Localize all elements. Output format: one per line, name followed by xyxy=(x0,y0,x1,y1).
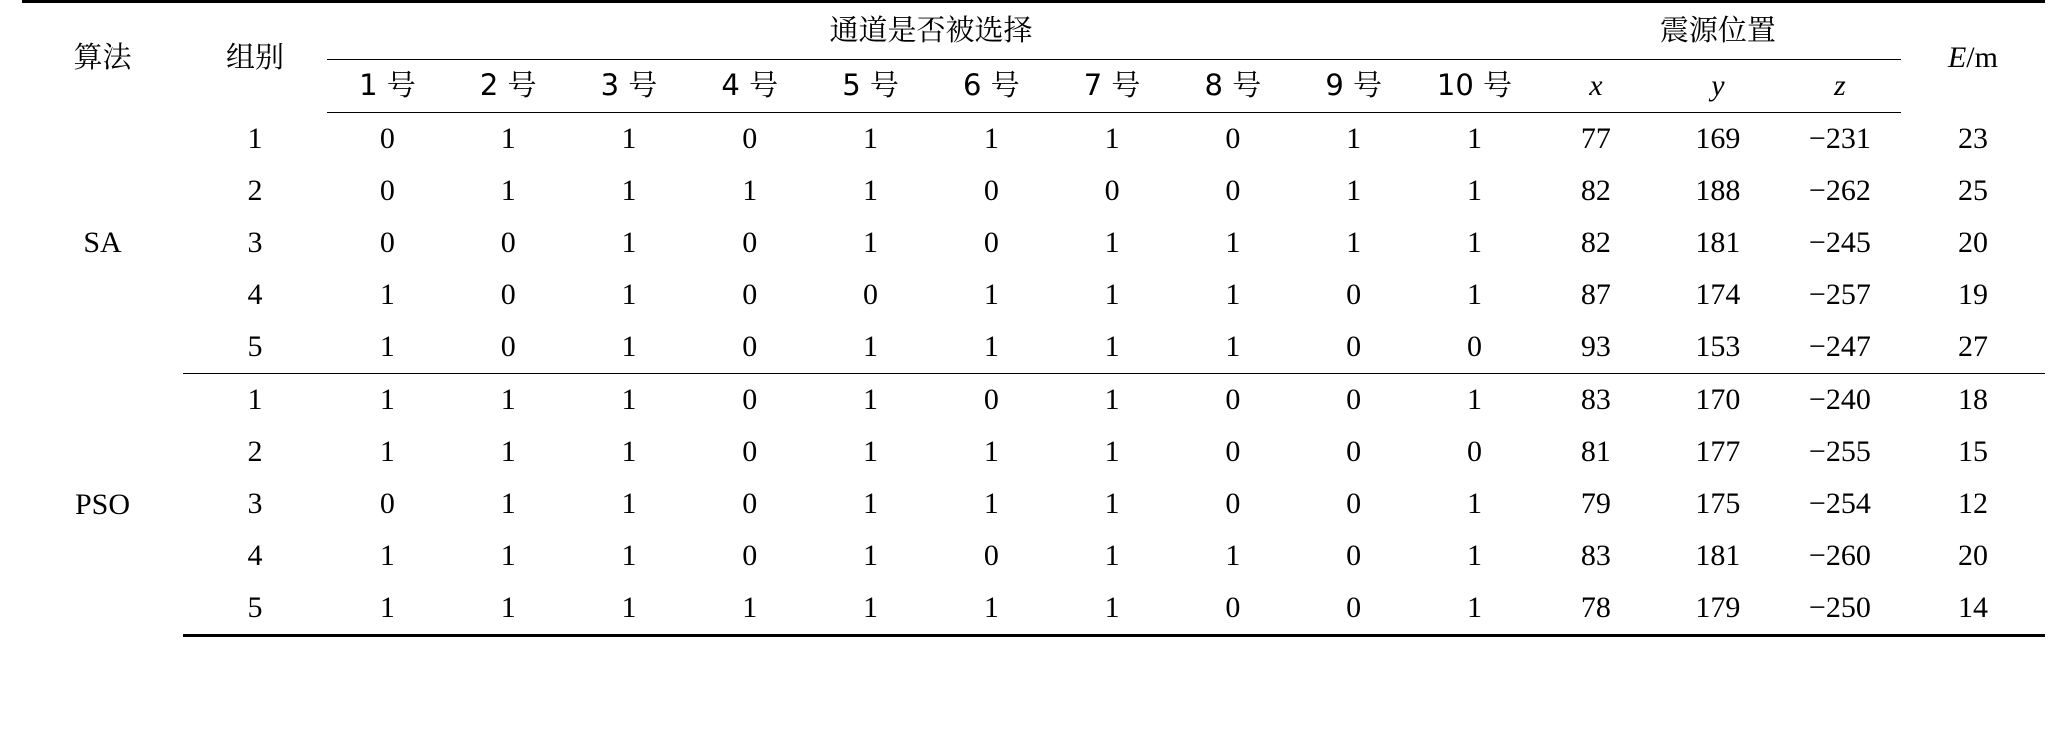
channel-value: 1 xyxy=(621,122,637,155)
channel-value: 1 xyxy=(1052,582,1173,636)
channel-value: 1 xyxy=(689,582,810,636)
channel-value: 1 xyxy=(810,582,931,636)
coord-y-value: 179 xyxy=(1657,582,1779,636)
channel-value: 1 xyxy=(863,435,879,468)
energy-value: 23 xyxy=(1957,121,1988,155)
energy-value: 20 xyxy=(1957,539,1988,572)
coord-z-value: −247 xyxy=(1779,321,1901,374)
coord-y-value: 177 xyxy=(1695,435,1741,468)
channel-value: 0 xyxy=(448,321,569,374)
channel-value: 1 xyxy=(569,582,690,636)
coord-z-value: −250 xyxy=(1779,582,1901,636)
channel-value: 1 xyxy=(863,226,879,259)
channel-value: 1 xyxy=(1346,226,1362,259)
group-value: 5 xyxy=(183,321,327,374)
channel-value: 1 xyxy=(810,321,931,374)
algorithm-label-sa: SA xyxy=(83,226,122,259)
channel-value: 0 xyxy=(1346,487,1362,520)
channel-value: 0 xyxy=(1225,487,1241,520)
channel-value: 1 xyxy=(621,383,637,416)
results-table xyxy=(22,0,2045,637)
channel-value: 0 xyxy=(742,435,758,468)
channel-value: 1 xyxy=(1466,122,1482,155)
energy-value: 14 xyxy=(1901,582,2045,636)
channel-value: 0 xyxy=(1293,321,1414,374)
table-row xyxy=(22,113,2045,166)
channel-value: 0 xyxy=(500,278,516,311)
header-channel-10: 10 号 xyxy=(1414,60,1535,113)
coord-z-value: −231 xyxy=(1808,122,1871,155)
channel-value: 1 xyxy=(863,174,879,207)
coord-z-value: −240 xyxy=(1808,383,1871,416)
table-row xyxy=(22,217,2045,269)
coord-z-value: −257 xyxy=(1808,278,1871,311)
table-row xyxy=(22,269,2045,321)
channel-value: 0 xyxy=(742,383,758,416)
header-channel-1: 1 号 xyxy=(327,60,448,113)
channel-value: 0 xyxy=(742,226,758,259)
energy-value: 20 xyxy=(1957,226,1988,259)
coord-y-value: 188 xyxy=(1695,174,1741,207)
group-value: 1 xyxy=(247,121,263,155)
channel-value: 1 xyxy=(1172,321,1293,374)
energy-value: 18 xyxy=(1957,383,1988,416)
header-channel-6: 6 号 xyxy=(931,60,1052,113)
channel-value: 1 xyxy=(1225,278,1241,311)
group-value: 4 xyxy=(247,278,263,311)
header-channel-2: 2 号 xyxy=(448,60,569,113)
channel-value: 0 xyxy=(742,278,758,311)
channel-value: 0 xyxy=(1466,435,1482,468)
channel-value: 1 xyxy=(379,539,395,572)
energy-value: 19 xyxy=(1957,278,1988,311)
coord-y-value: 170 xyxy=(1695,383,1741,416)
channel-value: 0 xyxy=(863,278,879,311)
channel-value: 1 xyxy=(863,539,879,572)
group-value: 3 xyxy=(247,226,263,259)
channel-value: 0 xyxy=(689,321,810,374)
channel-value: 0 xyxy=(983,174,999,207)
channel-value: 1 xyxy=(500,383,516,416)
channel-value: 1 xyxy=(1414,582,1535,636)
coord-z-value: −255 xyxy=(1808,435,1871,468)
channel-value: 0 xyxy=(1346,539,1362,572)
header-coord-y: y xyxy=(1657,60,1779,113)
header-group: 组别 xyxy=(183,2,327,113)
channel-value: 1 xyxy=(1466,539,1482,572)
channel-value: 0 xyxy=(983,226,999,259)
table-body xyxy=(22,113,2045,636)
channel-value: 1 xyxy=(863,487,879,520)
channel-value: 0 xyxy=(1225,122,1241,155)
header-channel-9: 9 号 xyxy=(1293,60,1414,113)
channel-value: 0 xyxy=(742,539,758,572)
channel-value: 1 xyxy=(983,487,999,520)
channel-value: 1 xyxy=(500,122,516,155)
coord-x-value: 81 xyxy=(1580,435,1611,468)
channel-value: 0 xyxy=(379,122,395,155)
coord-x-value: 82 xyxy=(1580,226,1611,259)
channel-value: 1 xyxy=(1052,321,1173,374)
coord-x-value: 83 xyxy=(1580,539,1611,572)
channel-value: 0 xyxy=(983,383,999,416)
channel-value: 1 xyxy=(1104,435,1120,468)
coord-y-value: 174 xyxy=(1695,278,1741,311)
group-value: 2 xyxy=(247,435,263,468)
channel-value: 1 xyxy=(742,174,758,207)
header-channel-3: 3 号 xyxy=(569,60,690,113)
table-row xyxy=(22,321,2045,374)
channel-value: 1 xyxy=(500,174,516,207)
channel-value: 1 xyxy=(1104,383,1120,416)
coord-z-value: −254 xyxy=(1808,487,1871,520)
coord-z-value: −262 xyxy=(1808,174,1871,207)
channel-value: 1 xyxy=(379,278,395,311)
channel-value: 1 xyxy=(983,435,999,468)
table-row xyxy=(22,478,2045,530)
coord-x-value: 79 xyxy=(1580,487,1611,520)
channel-value: 1 xyxy=(983,278,999,311)
header-channel-5: 5 号 xyxy=(810,60,931,113)
table-row xyxy=(22,582,2045,636)
channel-value: 1 xyxy=(1466,174,1482,207)
channel-value: 1 xyxy=(1104,539,1120,572)
channel-value: 0 xyxy=(379,174,395,207)
energy-value: 12 xyxy=(1957,487,1988,520)
channel-value: 1 xyxy=(1104,487,1120,520)
channel-value: 1 xyxy=(379,435,395,468)
energy-value: 15 xyxy=(1957,435,1988,468)
channel-value: 0 xyxy=(1346,383,1362,416)
channel-value: 1 xyxy=(863,383,879,416)
channel-value: 1 xyxy=(1225,539,1241,572)
header-row-groups xyxy=(22,2,2045,60)
group-value: 5 xyxy=(183,582,327,636)
coord-y-value: 169 xyxy=(1695,122,1741,155)
channel-value: 1 xyxy=(1346,174,1362,207)
coord-x-value: 78 xyxy=(1535,582,1657,636)
channel-value: 1 xyxy=(379,383,395,416)
channel-value: 1 xyxy=(1104,278,1120,311)
channel-value: 1 xyxy=(1466,383,1482,416)
group-value: 2 xyxy=(247,174,263,207)
header-coord-x: x xyxy=(1535,60,1657,113)
channel-value: 0 xyxy=(1346,435,1362,468)
header-algorithm: 算法 xyxy=(22,2,183,113)
channel-value: 1 xyxy=(1346,122,1362,155)
table-row xyxy=(22,530,2045,582)
coord-y-value: 175 xyxy=(1695,487,1741,520)
channel-value: 0 xyxy=(742,487,758,520)
channel-value: 1 xyxy=(500,539,516,572)
channel-value: 0 xyxy=(983,539,999,572)
coord-x-value: 93 xyxy=(1535,321,1657,374)
energy-value: 25 xyxy=(1957,174,1988,207)
channel-value: 0 xyxy=(1346,278,1362,311)
channel-value: 1 xyxy=(1466,226,1482,259)
channel-value: 1 xyxy=(327,582,448,636)
channel-value: 1 xyxy=(500,435,516,468)
channel-value: 0 xyxy=(500,226,516,259)
channel-value: 0 xyxy=(1104,174,1120,207)
coord-z-value: −245 xyxy=(1808,226,1871,259)
table-row xyxy=(22,165,2045,217)
channel-value: 1 xyxy=(1225,226,1241,259)
channel-value: 0 xyxy=(379,487,395,520)
channel-value: 0 xyxy=(1172,582,1293,636)
header-channel-group: 通道是否被选择 xyxy=(327,2,1535,60)
channel-value: 1 xyxy=(1466,278,1482,311)
channel-value: 0 xyxy=(1225,435,1241,468)
coord-x-value: 87 xyxy=(1580,278,1611,311)
channel-value: 1 xyxy=(621,226,637,259)
header-source-group: 震源位置 xyxy=(1535,2,1901,60)
algorithm-label-pso: PSO xyxy=(75,487,131,521)
channel-value: 0 xyxy=(1225,383,1241,416)
header-coord-z: z xyxy=(1779,60,1901,113)
table-row xyxy=(22,374,2045,427)
channel-value: 1 xyxy=(1104,122,1120,155)
group-value: 1 xyxy=(247,383,263,416)
header-channel-4: 4 号 xyxy=(689,60,810,113)
table-head xyxy=(22,2,2045,113)
coord-y-value: 181 xyxy=(1695,226,1741,259)
energy-value: 27 xyxy=(1901,321,2045,374)
channel-value: 1 xyxy=(983,122,999,155)
channel-value: 1 xyxy=(931,582,1052,636)
channel-value: 1 xyxy=(621,435,637,468)
channel-value: 0 xyxy=(742,122,758,155)
channel-value: 1 xyxy=(621,278,637,311)
channel-value: 1 xyxy=(621,174,637,207)
coord-x-value: 82 xyxy=(1580,174,1611,207)
header-channel-8: 8 号 xyxy=(1172,60,1293,113)
channel-value: 1 xyxy=(448,582,569,636)
channel-value: 1 xyxy=(621,539,637,572)
coord-x-value: 83 xyxy=(1580,383,1611,416)
table-row xyxy=(22,426,2045,478)
channel-value: 1 xyxy=(500,487,516,520)
group-value: 3 xyxy=(247,487,263,520)
header-channel-7: 7 号 xyxy=(1052,60,1173,113)
channel-value: 0 xyxy=(1293,582,1414,636)
group-value: 4 xyxy=(247,539,263,572)
coord-z-value: −260 xyxy=(1808,539,1871,572)
channel-value: 1 xyxy=(621,487,637,520)
channel-value: 1 xyxy=(1104,226,1120,259)
channel-value: 1 xyxy=(569,321,690,374)
coord-y-value: 181 xyxy=(1695,539,1741,572)
header-energy: E/m xyxy=(1901,2,2045,113)
channel-value: 0 xyxy=(1225,174,1241,207)
channel-value: 1 xyxy=(863,122,879,155)
channel-value: 0 xyxy=(379,226,395,259)
coord-y-value: 153 xyxy=(1657,321,1779,374)
channel-value: 1 xyxy=(327,321,448,374)
channel-value: 0 xyxy=(1414,321,1535,374)
coord-x-value: 77 xyxy=(1580,122,1611,155)
channel-value: 1 xyxy=(1466,487,1482,520)
channel-value: 1 xyxy=(931,321,1052,374)
